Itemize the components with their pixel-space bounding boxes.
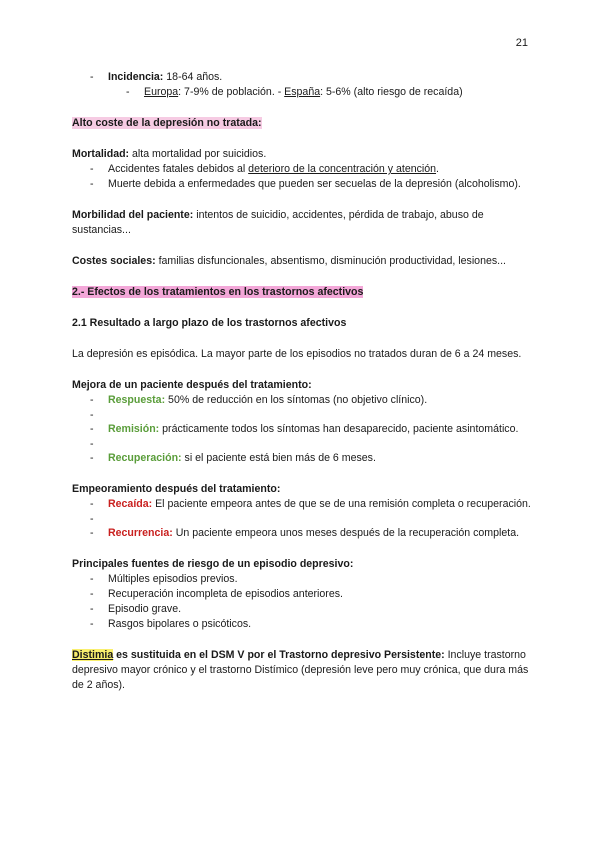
mortalidad-label: Mortalidad:	[72, 148, 130, 160]
list-spacer	[72, 408, 532, 422]
mortalidad-item-underlined: deterioro de la concentración y atención	[248, 163, 437, 175]
mortalidad-item: - Muerte debida a enfermedades que pueden ser secuelas de la depresión (alcoholismo).	[72, 177, 532, 192]
mejora-term: Recuperación:	[108, 452, 182, 464]
alto-coste-heading: Alto coste de la depresión no tratada:	[72, 117, 262, 129]
costes-text: familias disfuncionales, absentismo, disminución productividad, lesiones...	[155, 255, 506, 267]
mejora-text: prácticamente todos los síntomas han desaparecido, paciente asintomático.	[159, 423, 519, 435]
distimia-text: Incluye trastorno depresivo mayor crónico y el trastorno Distímico (depresión leve pero muy crónica, que dura más de 2 años).	[72, 649, 529, 691]
riesgo-item: - Múltiples episodios previos.	[72, 572, 532, 587]
mejora-term: Respuesta:	[108, 394, 166, 406]
incidencia-value: 18-64 años.	[163, 71, 223, 83]
mejora-text: 50% de reducción en los síntomas (no objetivo clínico).	[165, 394, 428, 406]
incidencia-label: Incidencia:	[108, 71, 164, 83]
distimia-bold: es sustituida en el DSM V por el Trastorno depresivo Persistente:	[113, 649, 445, 661]
riesgo-item: - Recuperación incompleta de episodios anteriores.	[72, 587, 532, 602]
morbilidad-paragraph	[72, 208, 532, 238]
incidencia-list	[72, 70, 532, 85]
riesgo-heading: Principales fuentes de riesgo de un episodio depresivo:	[72, 558, 354, 570]
mejora-heading: Mejora de un paciente después del tratamiento:	[72, 379, 312, 391]
espana-label: España	[284, 86, 321, 98]
mortalidad-item-suffix: .	[436, 163, 439, 175]
mejora-term: Remisión:	[108, 423, 160, 435]
intro-paragraph: La depresión es episódica. La mayor parte de los episodios no tratados duran de 6 a 24 meses.	[72, 348, 522, 360]
empeoramiento-text: El paciente empeora antes de que se de una remisión completa o recuperación.	[152, 498, 531, 510]
costes-label: Costes sociales:	[72, 255, 156, 267]
riesgo-list	[72, 572, 532, 632]
document-body	[72, 70, 532, 693]
morbilidad-text: intentos de suicidio, accidentes, pérdida de trabajo, abuso de sustancias...	[72, 209, 484, 236]
riesgo-item: - Rasgos bipolares o psicóticos.	[72, 617, 532, 632]
costes-paragraph	[72, 254, 532, 269]
empeoramiento-text: Un paciente empeora unos meses después de la recuperación completa.	[172, 527, 520, 539]
incidencia-region-item	[72, 85, 532, 100]
morbilidad-label: Morbilidad del paciente:	[72, 209, 194, 221]
empeoramiento-item-recaida	[72, 497, 532, 512]
mortalidad-item-prefix: Accidentes fatales debidos al	[108, 163, 249, 175]
distimia-term: Distimia	[72, 649, 114, 661]
europa-label: Europa	[144, 86, 179, 98]
empeoramiento-term: Recaída:	[108, 498, 153, 510]
mejora-item-remision	[72, 422, 532, 437]
section-2-1-heading: 2.1 Resultado a largo plazo de los trastornos afectivos	[72, 317, 347, 329]
mejora-text: si el paciente está bien más de 6 meses.	[181, 452, 376, 464]
mejora-list	[72, 393, 532, 466]
mejora-item-recuperacion	[72, 451, 532, 466]
distimia-paragraph	[72, 648, 532, 693]
mortalidad-paragraph	[72, 147, 532, 162]
page-number: 21	[515, 37, 528, 49]
empeoramiento-term: Recurrencia:	[108, 527, 173, 539]
espana-value: : 5-6% (alto riesgo de recaída)	[320, 86, 463, 98]
europa-value: : 7-9% de población. -	[178, 86, 285, 98]
list-spacer	[72, 512, 532, 526]
riesgo-item: - Episodio grave.	[72, 602, 532, 617]
incidencia-sublist	[72, 85, 532, 100]
mortalidad-item	[72, 162, 532, 177]
list-spacer	[72, 437, 532, 451]
mortalidad-list	[72, 162, 532, 192]
section-2-heading: 2.- Efectos de los tratamientos en los trastornos afectivos	[72, 286, 364, 298]
empeoramiento-item-recurrencia	[72, 526, 532, 541]
incidencia-item	[72, 70, 532, 85]
empeoramiento-list	[72, 497, 532, 541]
empeoramiento-heading: Empeoramiento después del tratamiento:	[72, 483, 281, 495]
mortalidad-text: alta mortalidad por suicidios.	[129, 148, 267, 160]
mejora-item-respuesta	[72, 393, 532, 408]
